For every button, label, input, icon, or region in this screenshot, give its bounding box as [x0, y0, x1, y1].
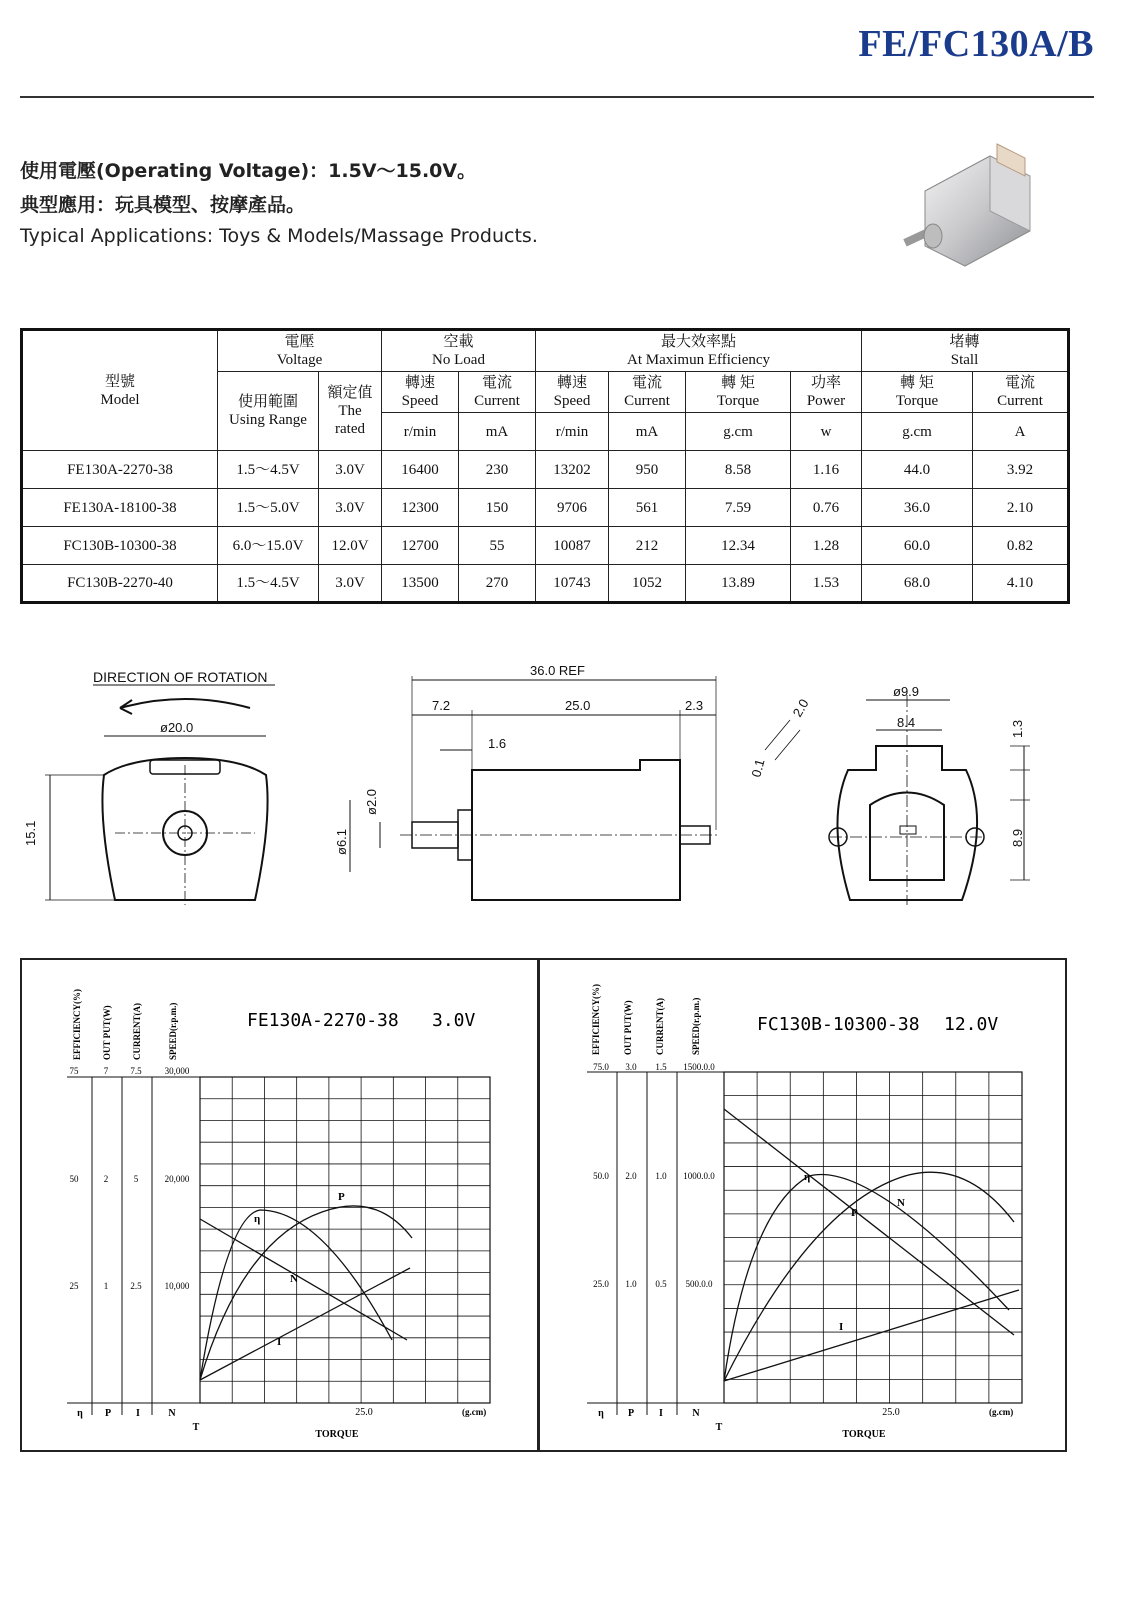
me-current-cn: 電流	[631, 375, 662, 391]
nl-speed-en: Speed	[401, 393, 439, 409]
rear-width-dim: 8.4	[897, 715, 916, 730]
table-row	[22, 489, 1069, 527]
table-cell: 2.10	[973, 489, 1069, 527]
me-torque-en: Torque	[716, 393, 760, 409]
chart-b-tick: 50.0	[593, 1171, 609, 1181]
chart-b-x-label: TORQUE	[842, 1429, 886, 1440]
table-cell: 36.0	[862, 489, 973, 527]
rear-height-dim: 8.9	[1010, 828, 1025, 847]
chart-a-voltage: 3.0V	[432, 1010, 476, 1031]
st-torque-en: Torque	[895, 393, 939, 409]
table-cell: 60.0	[862, 527, 973, 565]
rear-view	[748, 684, 1030, 905]
table-cell: 44.0	[862, 451, 973, 489]
front-height-dim: 15.1	[23, 820, 38, 846]
nl-current-header	[459, 372, 536, 413]
chart-a-tick: 20,000	[164, 1174, 190, 1184]
unit-cell: w	[791, 413, 862, 451]
chart-a-tick: 5	[133, 1174, 139, 1184]
performance-chart-fe130a	[20, 958, 540, 1452]
noload-group-header	[382, 330, 536, 372]
table-cell: 8.58	[686, 451, 791, 489]
chart-a-curve-label-p: P	[338, 1191, 345, 1203]
unit-cell: mA	[459, 413, 536, 451]
table-cell: 3.92	[973, 451, 1069, 489]
chart-b-tick: 75.0	[593, 1062, 609, 1072]
table-cell: 950	[609, 451, 686, 489]
chart-b-tick: 1.0	[625, 1279, 637, 1289]
chart-a-tick: 30,000	[164, 1066, 190, 1076]
efficiency-curve	[724, 1174, 1009, 1381]
performance-chart-fc130b	[537, 958, 1067, 1452]
table-cell: 3.0V	[319, 451, 382, 489]
chart-a-tick: 25	[69, 1281, 79, 1291]
table-cell: 12700	[382, 527, 459, 565]
unit-cell: r/min	[382, 413, 459, 451]
table-cell: 1.5～4.5V	[218, 565, 319, 603]
table-cell: 1052	[609, 565, 686, 603]
chart-b-tick: 25.0	[593, 1279, 609, 1289]
chart-b-tick: 1.0	[655, 1171, 667, 1181]
page-title: FE/FC130A/B	[858, 23, 1094, 65]
chart-b-curve-label-eta: η	[804, 1171, 811, 1183]
spec-table	[20, 328, 1070, 604]
maxeff-header-en: At Maximun Efficiency	[626, 352, 771, 368]
table-cell: 1.5～4.5V	[218, 451, 319, 489]
table-cell: 68.0	[862, 565, 973, 603]
chart-a-tick: 50	[69, 1174, 79, 1184]
chart-a-tick: 10,000	[164, 1281, 190, 1291]
table-cell: FC130B-2270-40	[22, 565, 218, 603]
table-cell: 3.0V	[319, 489, 382, 527]
me-torque-cn: 轉 矩	[721, 375, 755, 391]
chart-b-curve-label-i: I	[839, 1321, 844, 1333]
chart-a-x-tick: 25.0	[355, 1407, 373, 1418]
rotation-label: DIRECTION OF ROTATION	[93, 669, 268, 685]
chart-b-bottom-label: η	[598, 1408, 604, 1419]
rear-top-dim: 1.3	[1010, 719, 1025, 738]
st-current-en: Current	[997, 393, 1043, 409]
chart-a-curve-label-n: N	[290, 1273, 298, 1285]
table-cell: 12.34	[686, 527, 791, 565]
current-curve	[724, 1290, 1019, 1381]
table-cell: 1.28	[791, 527, 862, 565]
chart-a-tick: 7.5	[130, 1066, 142, 1076]
table-cell: 0.82	[973, 527, 1069, 565]
me-current-header	[609, 372, 686, 413]
range-header-en: Using Range	[229, 412, 307, 428]
me-speed-header	[536, 372, 609, 413]
table-cell: 212	[609, 527, 686, 565]
chart-a-col-label: OUT PUT(W)	[102, 1005, 112, 1060]
table-cell: 1.16	[791, 451, 862, 489]
body-length-dim: 25.0	[565, 698, 591, 713]
chart-a-col-label: CURRENT(A)	[132, 1003, 142, 1060]
chart-a-x-unit: (g.cm)	[462, 1407, 487, 1417]
table-cell: 1.53	[791, 565, 862, 603]
side-view	[334, 663, 720, 900]
me-torque-header	[686, 372, 791, 413]
chart-a-bottom-label: T	[192, 1422, 200, 1433]
chart-a-col-label: SPEED(r.p.m.)	[168, 1002, 178, 1060]
stall-group-header	[862, 330, 1069, 372]
chart-a-x-label: TORQUE	[315, 1429, 359, 1440]
me-power-en: Power	[806, 393, 846, 409]
unit-cell: g.cm	[686, 413, 791, 451]
chart-a-tick: 7	[103, 1066, 109, 1076]
table-cell: 1.5～5.0V	[218, 489, 319, 527]
me-power-header	[791, 372, 862, 413]
range-header-cn: 使用範圍	[237, 394, 298, 410]
table-cell: 55	[459, 527, 536, 565]
rated-header-en2: rated	[335, 421, 365, 437]
chart-b-tick: 2.0	[625, 1171, 637, 1181]
overall-length-dim: 36.0 REF	[530, 663, 585, 678]
dimension-drawings	[0, 650, 1128, 950]
table-cell: 9706	[536, 489, 609, 527]
table-cell: 7.59	[686, 489, 791, 527]
me-power-cn: 功率	[810, 375, 841, 391]
table-cell: 6.0～15.0V	[218, 527, 319, 565]
nl-current-cn: 電流	[481, 375, 512, 391]
chart-a-title: FE130A-2270-38	[247, 1010, 399, 1031]
chart-a-svg	[22, 960, 538, 1450]
chart-a-bottom-label: η	[77, 1408, 83, 1419]
table-cell: 230	[459, 451, 536, 489]
table-cell: 4.10	[973, 565, 1069, 603]
table-cell: 13500	[382, 565, 459, 603]
table-cell: FC130B-10300-38	[22, 527, 218, 565]
voltage-group-header	[218, 330, 382, 372]
table-cell: 13.89	[686, 565, 791, 603]
chart-a-tick: 1	[103, 1281, 109, 1291]
noload-header-en: No Load	[432, 352, 485, 368]
stall-header-en: Stall	[950, 352, 979, 368]
me-current-en: Current	[624, 393, 670, 409]
table-cell: 270	[459, 565, 536, 603]
chart-b-grid	[724, 1072, 1022, 1403]
chart-b-voltage: 12.0V	[944, 1014, 999, 1035]
applications-cn-line: 典型應用：玩具模型、按摩產品。	[20, 194, 306, 216]
shaft-dia-dim: ø2.0	[364, 788, 379, 815]
st-torque-cn: 轉 矩	[900, 375, 934, 391]
chart-b-curve-label-p: P	[851, 1207, 858, 1219]
model-header-cn: 型號	[104, 373, 135, 390]
table-cell: 561	[609, 489, 686, 527]
chart-b-col-label: CURRENT(A)	[655, 998, 665, 1055]
st-current-header	[973, 372, 1069, 413]
chart-a-tick: 75	[69, 1066, 79, 1076]
motor-photo	[895, 136, 1045, 276]
chart-a-col-label: EFFICIENCY(%)	[72, 989, 82, 1060]
table-cell: FE130A-2270-38	[22, 451, 218, 489]
shaft-length-dim: 7.2	[432, 698, 451, 713]
unit-cell: mA	[609, 413, 686, 451]
chart-b-bottom-label: N	[692, 1408, 700, 1419]
chart-b-bottom-label: I	[659, 1408, 663, 1419]
unit-cell: g.cm	[862, 413, 973, 451]
nl-current-en: Current	[474, 393, 520, 409]
range-header	[218, 372, 319, 451]
terminal-thickness-dim: 0.1	[748, 757, 768, 779]
model-header-en: Model	[100, 391, 140, 408]
chart-a-grid	[200, 1077, 490, 1403]
chart-b-tick: 3.0	[625, 1062, 637, 1072]
chart-b-tick: 1.5	[655, 1062, 667, 1072]
boss-length-dim: 1.6	[488, 736, 507, 751]
terminal-width-dim: 2.0	[789, 696, 812, 720]
chart-b-svg	[539, 960, 1065, 1450]
speed-curve	[200, 1219, 407, 1340]
table-cell: 0.76	[791, 489, 862, 527]
rated-header-cn: 額定值	[327, 385, 373, 401]
rated-header	[319, 372, 382, 451]
output-curve	[200, 1206, 412, 1380]
unit-cell: r/min	[536, 413, 609, 451]
chart-b-x-tick: 25.0	[882, 1407, 900, 1418]
operating-voltage-line: 使用電壓(Operating Voltage)：1.5V～15.0V。	[20, 160, 477, 182]
front-view	[23, 669, 275, 905]
voltage-header-cn: 電壓	[284, 334, 315, 350]
rated-header-en1: The	[338, 403, 362, 419]
chart-b-col-label: OUT PUT(W)	[623, 1000, 633, 1055]
nl-speed-header	[382, 372, 459, 413]
chart-a-tick: 2	[103, 1174, 109, 1184]
maxeff-group-header	[536, 330, 862, 372]
chart-b-curves	[724, 1109, 1019, 1381]
chart-a-curves	[200, 1206, 412, 1380]
chart-b-col-label: EFFICIENCY(%)	[591, 984, 601, 1055]
chart-b-title: FC130B-10300-38	[757, 1014, 920, 1035]
chart-b-col-label: SPEED(r.p.m.)	[691, 997, 701, 1055]
table-row	[22, 565, 1069, 603]
st-current-cn: 電流	[1004, 375, 1035, 391]
st-torque-header	[862, 372, 973, 413]
front-width-dim: ø20.0	[160, 720, 194, 735]
chart-b-x-unit: (g.cm)	[989, 1407, 1014, 1417]
chart-b-tick: 1000.0.0	[683, 1171, 715, 1181]
title-divider	[20, 96, 1094, 98]
table-cell: FE130A-18100-38	[22, 489, 218, 527]
unit-cell: A	[973, 413, 1069, 451]
table-cell: 3.0V	[319, 565, 382, 603]
chart-b-curve-label-n: N	[897, 1197, 905, 1209]
stall-header-cn: 堵轉	[949, 334, 980, 350]
table-cell: 16400	[382, 451, 459, 489]
chart-a-bottom-label: I	[136, 1408, 140, 1419]
nl-speed-cn: 轉速	[404, 375, 435, 391]
chart-b-bottom-label: T	[715, 1422, 723, 1433]
table-cell: 13202	[536, 451, 609, 489]
table-cell: 150	[459, 489, 536, 527]
chart-a-bottom-label: N	[168, 1408, 176, 1419]
chart-a-tick: 2.5	[130, 1281, 142, 1291]
output-curve	[724, 1172, 1014, 1381]
me-speed-en: Speed	[553, 393, 591, 409]
rear-length-dim: 2.3	[685, 698, 704, 713]
table-cell: 10743	[536, 565, 609, 603]
chart-a-curve-label-eta: η	[254, 1213, 261, 1225]
noload-header-cn: 空載	[443, 334, 474, 350]
chart-a-curve-label-i: I	[277, 1336, 282, 1348]
table-row	[22, 527, 1069, 565]
chart-a-bottom-label: P	[104, 1408, 112, 1419]
chart-b-tick: 1500.0.0	[683, 1062, 715, 1072]
me-speed-cn: 轉速	[556, 375, 587, 391]
table-cell: 12300	[382, 489, 459, 527]
model-header	[22, 330, 218, 451]
table-cell: 12.0V	[319, 527, 382, 565]
chart-b-tick: 500.0.0	[685, 1279, 713, 1289]
rear-dia-dim: ø9.9	[893, 684, 920, 699]
voltage-header-en: Voltage	[276, 352, 323, 368]
maxeff-header-cn: 最大效率點	[660, 334, 736, 350]
boss-dia-dim: ø6.1	[334, 828, 349, 855]
table-row	[22, 451, 1069, 489]
chart-b-bottom-label: P	[627, 1408, 635, 1419]
applications-en-line: Typical Applications: Toys & Models/Massage Products.	[20, 225, 538, 247]
table-cell: 10087	[536, 527, 609, 565]
chart-b-tick: 0.5	[655, 1279, 667, 1289]
grid-frame	[200, 1077, 490, 1403]
